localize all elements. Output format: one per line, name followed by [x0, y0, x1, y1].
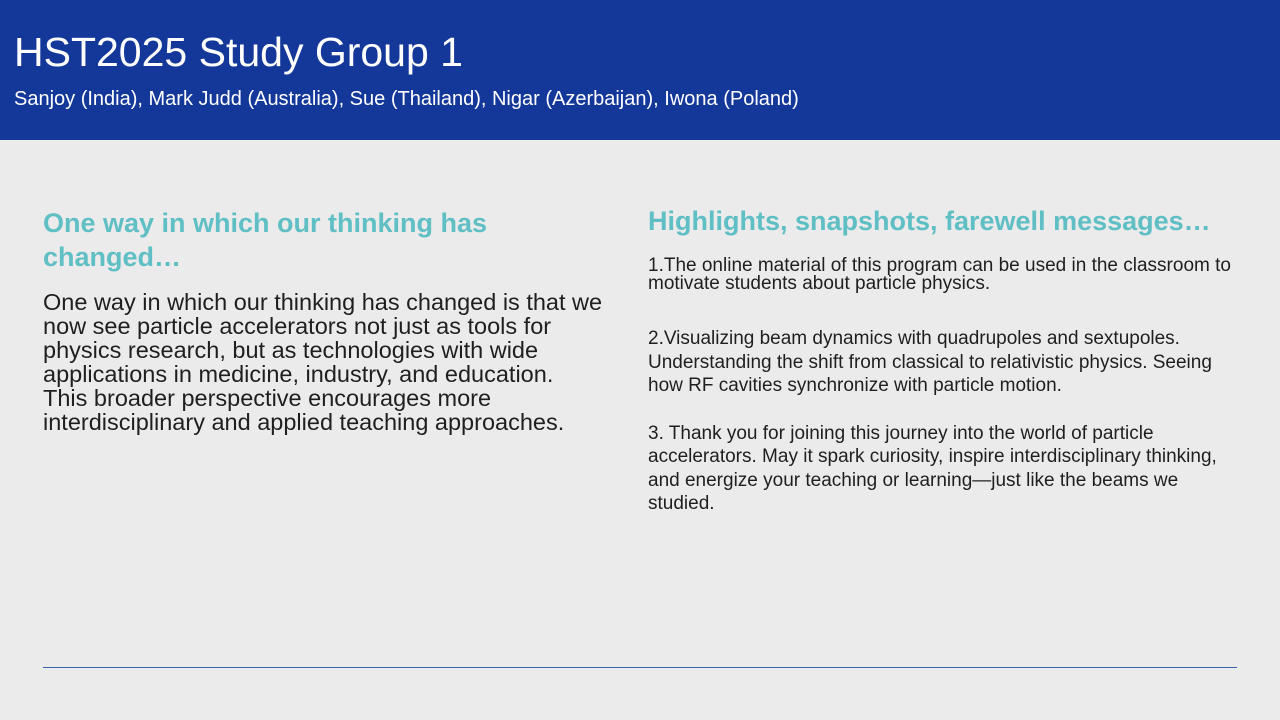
highlight-paragraph-3: 3. Thank you for joining this journey into the world of particle accelerators. May it spark curiosity, inspire interdisciplinary thinking, and energize your teaching or learning—just like the beams we studied.: [648, 422, 1217, 514]
left-body-text: One way in which our thinking has changed is that we now see particle accelerators not just as tools for physics research, but as technologies with wide applications in medicine, industry, and education. This broader perspective encourages more interdisciplinary and applied teaching approaches.: [43, 289, 603, 435]
left-heading: One way in which our thinking has changed…: [43, 208, 488, 272]
left-column: [43, 206, 603, 434]
header-banner: [0, 0, 1280, 140]
right-body: [648, 257, 1248, 516]
highlight-paragraph-1: 1.The online material of this program can be used in the classroom to motivate students about particle physics.: [648, 255, 1231, 294]
right-heading: Highlights, snapshots, farewell messages…: [648, 206, 1211, 236]
right-column: [648, 205, 1248, 516]
group-members: Sanjoy (India), Mark Judd (Australia), Sue (Thailand), Nigar (Azerbaijan), Iwona (Poland): [14, 88, 799, 110]
footer-divider: [43, 667, 1237, 668]
slide-title: HST2025 Study Group 1: [14, 29, 463, 75]
highlight-paragraph-2: 2.Visualizing beam dynamics with quadrupoles and sextupoles. Understanding the shift from classical to relativistic physics. Seeing how RF cavities synchronize with particle motion.: [648, 328, 1212, 396]
